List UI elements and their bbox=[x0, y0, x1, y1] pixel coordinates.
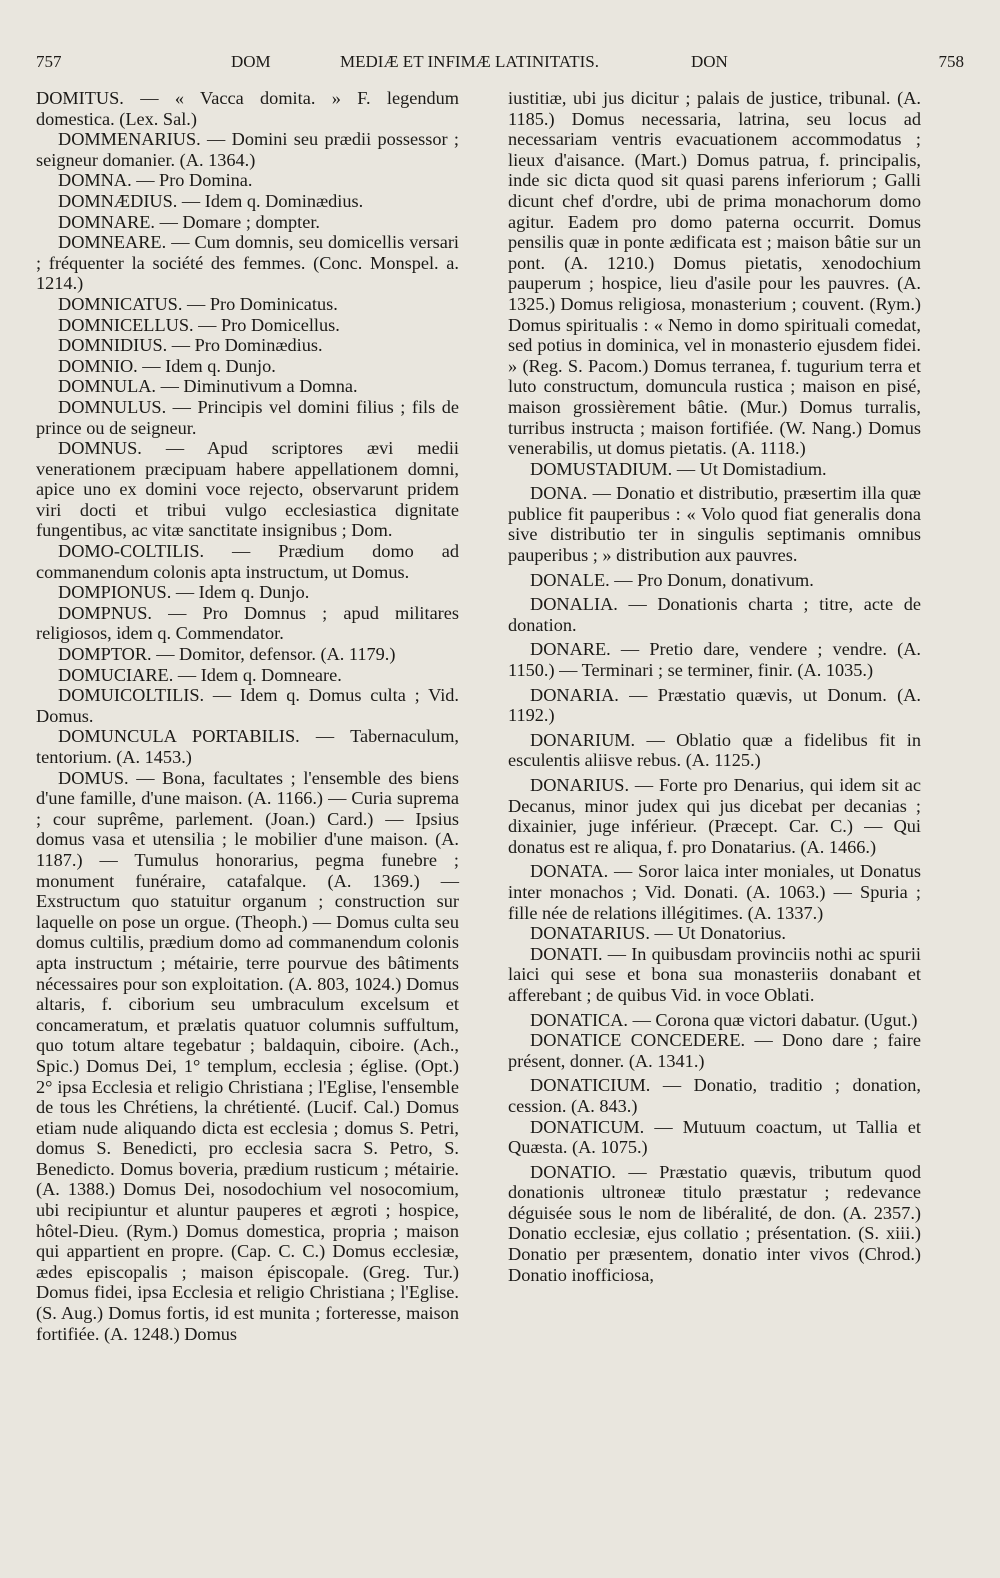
entry: iustitiæ, ubi jus dicitur ; palais de justice, tribunal. (A. 1185.) Domus necessaria, latrina, seu locus ad necessariam ventris evacuationem accommodatus ; lieux d'aisance. (Mart.) Domus patrua, f. principalis, inde sic dicta quod sit quasi parens inferiorum ; Galli dicunt chef d'ordre, ubi de prima monachorum domo agitur. Eadem pro domo paterna occurrit. Domus pensilis quæ in ponte ædificata est ; maison bâtie sur un pont. (A. 1210.) Domus pietatis, xenodochium pauperum ; hospice, lieu d'asile pour les pauvres. (A. 1325.) Domus religiosa, monasterium ; couvent. (Rym.) Domus spiritualis : « Nemo in domo spirituali comedat, sed potius in dominica, vel in monasterio ejusdem fidei. » (Reg. S. Pacom.) Domus terranea, f. tugurium terra et luto constructum, domunculа rustica ; maison en pisé, maison grossièrement bâtie. (Mur.) Domus turralis, turribus instructa ; maison fortifiée. (W. Nang.) Domus venerabilis, ut domus pietatis. (A. 1118.) bbox=[508, 88, 921, 459]
entry: DONATA. — Soror laica inter moniales, ut Donatus inter monachos ; Vid. Donati. (A. 1063.) — Spuria ; fille née de relations illégitimes. (A. 1337.) bbox=[508, 861, 921, 923]
entry: DOMNICATUS. — Pro Dominicatus. bbox=[58, 293, 338, 314]
entry: DOMNARE. — Domare ; dompter. bbox=[58, 211, 320, 232]
entry: DOMNULUS. — Principis vel domini filius ; fils de prince ou de seigneur. bbox=[36, 396, 459, 438]
running-title: MEDIÆ ET INFIMÆ LATINITATIS. bbox=[340, 52, 599, 71]
entry: DONATICIUM. — Donatio, traditio ; donation, cession. (A. 843.) bbox=[508, 1075, 921, 1116]
entry: DONARIUM. — Oblatio quæ a fidelibus fit in esculentis aliisve rebus. (A. 1125.) bbox=[508, 729, 921, 771]
entry: DONATICA. — Corona quæ victori dabatur. (Ugut.) bbox=[530, 1009, 918, 1030]
entry: DOMNIO. — Idem q. Dunjo. bbox=[58, 355, 276, 376]
entry: DOMNUS. — Apud scriptores ævi medii venerationem præcipuam habere appellationem domni, apice uno ex domini voce rejecto, observarunt pridem viri docti et tribui vulgo ecclesiastica dignitate fungentibus, ac vitæ sanctitate insignibus ; Dom. bbox=[36, 438, 459, 541]
entry: DOMUICOLTILIS. — Idem q. Domus culta ; Vid. Domus. bbox=[36, 685, 459, 726]
entry: DOMPNUS. — Pro Domnus ; apud militares religiosos, idem q. Commendator. bbox=[36, 602, 459, 644]
left-column bbox=[36, 88, 459, 1344]
entry: DOMNICELLUS. — Pro Domicellus. bbox=[58, 314, 340, 335]
entry: DOMUNCULA PORTABILIS. — Tabernaculum, tentorium. (A. 1453.) bbox=[36, 726, 459, 767]
entry: DONALIA. — Donationis charta ; titre, acte de donation. bbox=[508, 594, 921, 635]
entry: DOMNA. — Pro Domina. bbox=[58, 170, 253, 191]
entry: DONARE. — Pretio dare, vendere ; vendre. (A. 1150.) — Terminari ; se terminer, finir. (A. 1035.) bbox=[508, 639, 921, 681]
entry: DOMNEARE. — Cum domnis, seu domicellis versari ; fréquenter la société des femmes. (Conc. Monspel. a. 1214.) bbox=[36, 232, 459, 294]
entry: DOMNULA. — Diminutivum a Domna. bbox=[58, 376, 358, 397]
right-column bbox=[508, 88, 921, 1285]
entry: DONATICUM. — Mutuum coactum, ut Tallia et Quæsta. (A. 1075.) bbox=[508, 1116, 921, 1158]
right-page-number: 758 bbox=[938, 52, 964, 71]
entry: DONARIA. — Præstatio quævis, ut Donum. (A. 1192.) bbox=[508, 684, 921, 726]
entry: DOMO-COLTILIS. — Prædium domo ad commanendum colonis apta instructum, ut Domus. bbox=[36, 541, 459, 582]
entry: DOMMENARIUS. — Domini seu prædii possessor ; seigneur domanier. (A. 1364.) bbox=[36, 129, 459, 170]
entry: DONA. — Donatio et distributio, præsertim illa quæ publice fit pauperibus : « Volo quod fiat generalis dona sive distributio ter in singulis septimanis omnibus pauperibus ; » distribution aux pauvres. bbox=[508, 483, 921, 566]
left-page-number: 757 bbox=[36, 52, 62, 71]
running-header bbox=[36, 52, 964, 82]
entry: DOMITUS. — « Vacca domita. » F. legendum domestica. (Lex. Sal.) bbox=[36, 88, 459, 129]
entry: DOMUSTADIUM. — Ut Domistadium. bbox=[530, 458, 827, 479]
entry: DONATI. — In quibusdam provinciis nothi ac spurii laici qui sese et bona sua monasteriis donabant et afferebant ; de quibus Vid. in voce Oblati. bbox=[508, 943, 921, 1005]
entry: DOMUCIARE. — Idem q. Domneare. bbox=[58, 664, 342, 685]
left-guide-word: DOM bbox=[231, 52, 271, 71]
entry: DONATICE CONCEDERE. — Dono dare ; faire présent, donner. (A. 1341.) bbox=[508, 1030, 921, 1071]
entry: DOMNÆDIUS. — Idem q. Dominædius. bbox=[58, 190, 364, 211]
entry: DONALE. — Pro Donum, donativum. bbox=[530, 569, 814, 590]
entry: DOMUS. — Bona, facultates ; l'ensemble des biens d'une famille, d'une maison. (A. 1166.) — Curia suprema ; cour suprême, parlement. (Joan.) Card.) — Ipsius domus vasa et utensilia ; le mobilier d'une maison. (A. 1187.) — Tumulus honorarius, pegma funebre ; monument funéraire, catafalque. (A. 1369.) — Exstructum quo statuitur organum ; construction sur laquelle on pose un orgue. (Theoph.) — Domus culta seu domus cultilis, prædium domo ad commanendum colonis apta instructum ; métairie, terre pourvue des bâtiments nécessaires pour son exploitation. (A. 803, 1024.) Domus altaris, f. ciborium seu umbraculum excelsum et concameratum, et prælatis quatuor columnis suffultum, quo totum altare tegebatur ; baldaquin, ciboire. (Ach., Spic.) Domus Dei, 1° templum, ecclesia ; église. (Opt.) 2° ipsa Ecclesia et religio Christiana ; l'Eglise, l'ensemble de tous les Chrétiens, la chrétienté. (Lucif. Cal.) Domus etiam nude aliquando dicta est ecclesia ; domus S. Petri, domus S. Benedicti, pro ecclesia sacra S. Petro, S. Benedicto. Domus boveria, prædium rusticum ; métairie. (A. 1388.) Domus Dei, nosodochium vel nosocomium, ubi recipiuntur et aluntur pauperes et ægroti ; hospice, hôtel-Dieu. (Rym.) Domus domestica, propria ; maison qui appartient en propre. (Cap. C. C.) Domus ecclesiæ, ædes episcopalis ; maison épiscopale. (Greg. Tur.) Domus fidei, ipsa Ecclesia et religio Christiana ; l'Eglise. (S. Aug.) Domus fortis, id est munita ; forteresse, maison fortifiée. (A. 1248.) Domus bbox=[36, 767, 459, 1344]
right-guide-word: DON bbox=[691, 52, 728, 71]
entry: DOMPTOR. — Domitor, defensor. (A. 1179.) bbox=[58, 644, 396, 665]
entry: DOMPIONUS. — Idem q. Dunjo. bbox=[58, 582, 310, 603]
entry: DONATARIUS. — Ut Donatorius. bbox=[530, 923, 786, 944]
entry: DONATIO. — Præstatio quævis, tributum quod donationis ultroneæ titulo præstatur ; redevance déguisée sous le nom de libéralité, de don. (A. 2357.) Donatio ecclesiæ, ejus collatio ; présentation. (S. xiii.) Donatio per præsentem, donatio inter vivos (Chrod.) Donatio inofficiosa, bbox=[508, 1161, 921, 1285]
entry: DOMNIDIUS. — Pro Dominædius. bbox=[58, 335, 323, 356]
entry: DONARIUS. — Forte pro Denarius, qui idem sit ac Decanus, minor judex qui jus dicebat per decanias ; dixainier, juge inférieur. (Præcept. Car. C.) — Qui donatus est re aliqua, f. pro Donatarius. (A. 1466.) bbox=[508, 775, 921, 857]
